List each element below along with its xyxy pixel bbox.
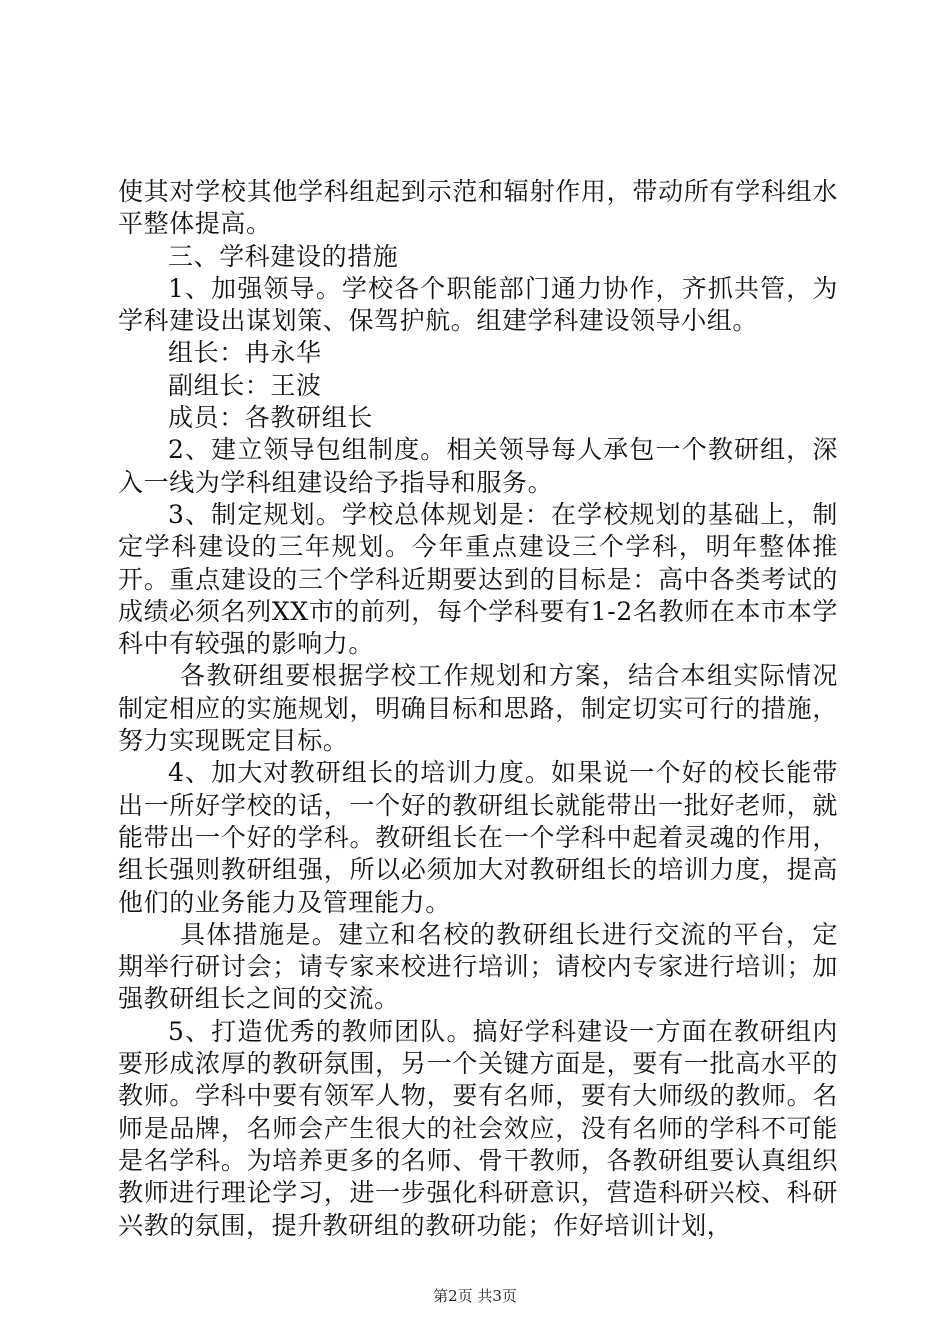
- paragraph-item-4: 4、加大对教研组长的培训力度。如果说一个好的校长能带出一所好学校的话，一个好的教研组长就能带出一批好老师，就能带出一个好的学科。教研组长在一个学科中起着灵魂的作用，组长强则教研组强，所以必须加大对教研组长的培训力度，提高他们的业务能力及管理能力。: [118, 758, 838, 917]
- page-number-label: 第2页 共3页: [433, 1287, 517, 1305]
- document-body: [118, 176, 838, 1242]
- paragraph-item-2: 2、建立领导包组制度。相关领导每人承包一个教研组，深入一线为学科组建设给予指导和服务。: [118, 435, 838, 497]
- paragraph-item-5: 5、打造优秀的教师团队。搞好学科建设一方面在教研组内要形成浓厚的教研氛围，另一个关键方面是，要有一批高水平的教师。学科中要有领军人物，要有名师，要有大师级的教师。名师是品牌，名师会产生很大的社会效应，没有名师的学科不可能是名学科。为培养更多的名师、骨干教师，各教研组要认真组织教师进行理论学习，进一步强化科研意识，营造科研兴校、科研兴教的氛围，提升教研组的教研功能；作好培训计划，: [118, 1016, 838, 1240]
- section-heading: 三、学科建设的措施: [168, 241, 399, 271]
- group-leader-line: 组长：冉永华: [168, 338, 322, 368]
- paragraph-item-3: 3、制定规划。学校总体规划是：在学校规划的基础上，制定学科建设的三年规划。今年重点建设三个学科，明年整体推开。重点建设的三个学科近期要达到的目标是：高中各类考试的成绩必须名列XX市的前列，每个学科要有1-2名教师在本市本学科中有较强的影响力。: [118, 499, 838, 659]
- members-line: 成员：各教研组长: [168, 403, 373, 433]
- paragraph-item-3-detail: 各教研组要根据学校工作规划和方案，结合本组实际情况制定相应的实施规划，明确目标和思路，制定切实可行的措施，努力实现既定目标。: [118, 661, 838, 756]
- paragraph-item-4-detail: 具体措施是。建立和名校的教研组长进行交流的平台，定期举行研讨会；请专家来校进行培训；请校内专家进行培训；加强教研组长之间的交流。: [118, 919, 838, 1014]
- page-footer: [0, 1286, 950, 1306]
- paragraph-item-1: 1、加强领导。学校各个职能部门通力协作，齐抓共管，为学科建设出谋划策、保驾护航。组建学科建设领导小组。: [118, 273, 838, 336]
- paragraph-continuation: 使其对学校其他学科组起到示范和辐射作用，带动所有学科组水平整体提高。: [118, 177, 838, 239]
- deputy-leader-line: 副组长：王波: [168, 370, 322, 400]
